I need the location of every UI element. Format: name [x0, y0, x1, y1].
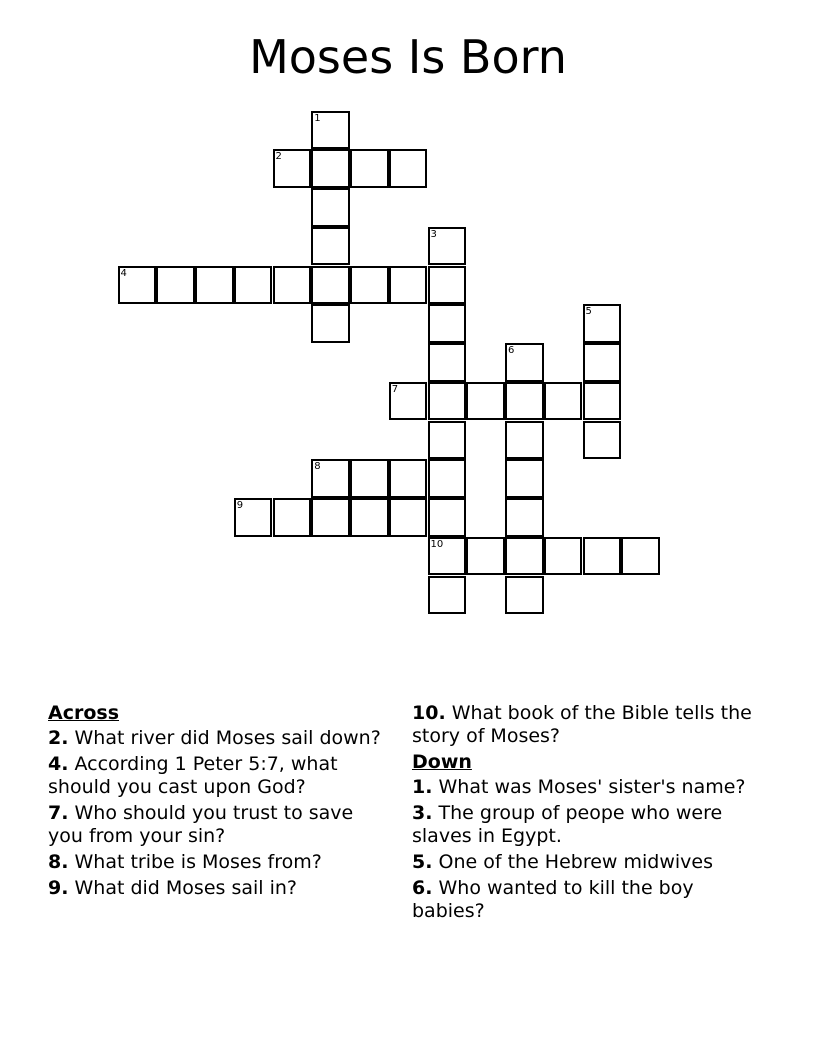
- clue-text: What book of the Bible tells the story of Moses?: [412, 702, 752, 747]
- clues-left-column: [48, 702, 393, 903]
- clue-down-3: [412, 802, 762, 848]
- grid-cell[interactable]: [505, 537, 544, 576]
- grid-cell[interactable]: [350, 149, 389, 188]
- grid-cell[interactable]: [350, 266, 389, 305]
- grid-cell[interactable]: [583, 421, 622, 460]
- grid-cell[interactable]: [311, 266, 350, 305]
- grid-cell[interactable]: [428, 498, 467, 537]
- grid-cell[interactable]: [428, 266, 467, 305]
- grid-cell[interactable]: [311, 304, 350, 343]
- clue-number: 4.: [48, 753, 69, 775]
- clue-text: What did Moses sail in?: [74, 877, 297, 899]
- clue-across-8: [48, 851, 393, 874]
- grid-cell[interactable]: [428, 304, 467, 343]
- grid-cell[interactable]: [234, 498, 273, 537]
- clue-number: 3.: [412, 802, 433, 824]
- grid-cell[interactable]: [583, 382, 622, 421]
- grid-cell[interactable]: [389, 498, 428, 537]
- cell-number: 3: [430, 228, 437, 240]
- grid-cell[interactable]: [389, 459, 428, 498]
- grid-cell[interactable]: [389, 266, 428, 305]
- grid-cell[interactable]: [311, 149, 350, 188]
- grid-cell[interactable]: [583, 537, 622, 576]
- grid-cell[interactable]: [311, 227, 350, 266]
- cell-number: 10: [430, 538, 444, 550]
- clue-text: According 1 Peter 5:7, what should you cast upon God?: [48, 753, 338, 798]
- clue-text: The group of peope who were slaves in Egypt.: [412, 802, 723, 847]
- grid-cell[interactable]: [389, 382, 428, 421]
- grid-cell[interactable]: [311, 459, 350, 498]
- grid-cell[interactable]: [621, 537, 660, 576]
- grid-cell[interactable]: [428, 382, 467, 421]
- clue-across-2: [48, 727, 393, 750]
- clue-number: 6.: [412, 877, 433, 899]
- grid-cell[interactable]: [505, 498, 544, 537]
- grid-cell[interactable]: [311, 111, 350, 150]
- grid-cell[interactable]: [428, 537, 467, 576]
- grid-cell[interactable]: [505, 576, 544, 615]
- grid-cell[interactable]: [311, 498, 350, 537]
- grid-cell[interactable]: [195, 266, 234, 305]
- grid-cell[interactable]: [428, 576, 467, 615]
- grid-cell[interactable]: [466, 537, 505, 576]
- grid-cell[interactable]: [466, 382, 505, 421]
- across-heading: Across: [48, 702, 120, 724]
- grid-cell[interactable]: [118, 266, 157, 305]
- grid-cell[interactable]: [234, 266, 273, 305]
- cell-number: 5: [585, 306, 592, 318]
- clue-number: 2.: [48, 727, 69, 749]
- clue-number: 5.: [412, 851, 433, 873]
- grid-cell[interactable]: [273, 266, 312, 305]
- clue-across-7: [48, 802, 393, 848]
- cell-number: 6: [508, 345, 515, 356]
- clue-text: What was Moses' sister's name?: [438, 776, 746, 798]
- clue-number: 8.: [48, 851, 69, 873]
- clue-text: What tribe is Moses from?: [74, 851, 322, 873]
- grid-cell[interactable]: [350, 498, 389, 537]
- grid-cell[interactable]: [544, 537, 583, 576]
- grid-cell[interactable]: [544, 382, 583, 421]
- clue-text: Who wanted to kill the boy babies?: [412, 877, 694, 922]
- puzzle-title: Moses Is Born: [249, 30, 567, 84]
- cell-number: 4: [120, 267, 127, 279]
- clue-down-1: [412, 776, 762, 799]
- grid-cell[interactable]: [428, 459, 467, 498]
- grid-cell[interactable]: [505, 459, 544, 498]
- clue-text: What river did Moses sail down?: [74, 727, 381, 749]
- grid-cell[interactable]: [156, 266, 195, 305]
- grid-cell[interactable]: [428, 227, 467, 266]
- clue-number: 7.: [48, 802, 69, 824]
- grid-cell[interactable]: [273, 149, 312, 188]
- grid-cell[interactable]: [505, 421, 544, 460]
- grid-cell[interactable]: [505, 343, 544, 382]
- clue-across-9: [48, 877, 393, 900]
- clue-down-6: [412, 877, 762, 923]
- cell-number: 1: [314, 112, 321, 124]
- clue-number: 9.: [48, 877, 69, 899]
- clue-across-10: [412, 702, 762, 748]
- clue-text: One of the Hebrew midwives: [438, 851, 713, 873]
- cell-number: 8: [314, 461, 321, 473]
- grid-cell[interactable]: [583, 343, 622, 382]
- grid-cell[interactable]: [428, 343, 467, 382]
- grid-cell[interactable]: [505, 382, 544, 421]
- clue-number: 1.: [412, 776, 433, 798]
- clues-right-column: [412, 702, 762, 926]
- cell-number: 7: [391, 383, 399, 395]
- clue-number: 10.: [412, 702, 446, 724]
- grid-cell[interactable]: [311, 188, 350, 227]
- cell-number: 2: [275, 151, 282, 163]
- clue-across-4: [48, 753, 393, 799]
- grid-cell[interactable]: [273, 498, 312, 537]
- cell-number: 9: [236, 500, 244, 511]
- grid-cell[interactable]: [350, 459, 389, 498]
- grid-cell[interactable]: [583, 304, 622, 343]
- grid-cell[interactable]: [428, 421, 467, 460]
- grid-cell[interactable]: [389, 149, 428, 188]
- clue-text: Who should you trust to save you from your sin?: [48, 802, 354, 847]
- clue-down-5: [412, 851, 762, 874]
- down-heading: Down: [412, 751, 472, 773]
